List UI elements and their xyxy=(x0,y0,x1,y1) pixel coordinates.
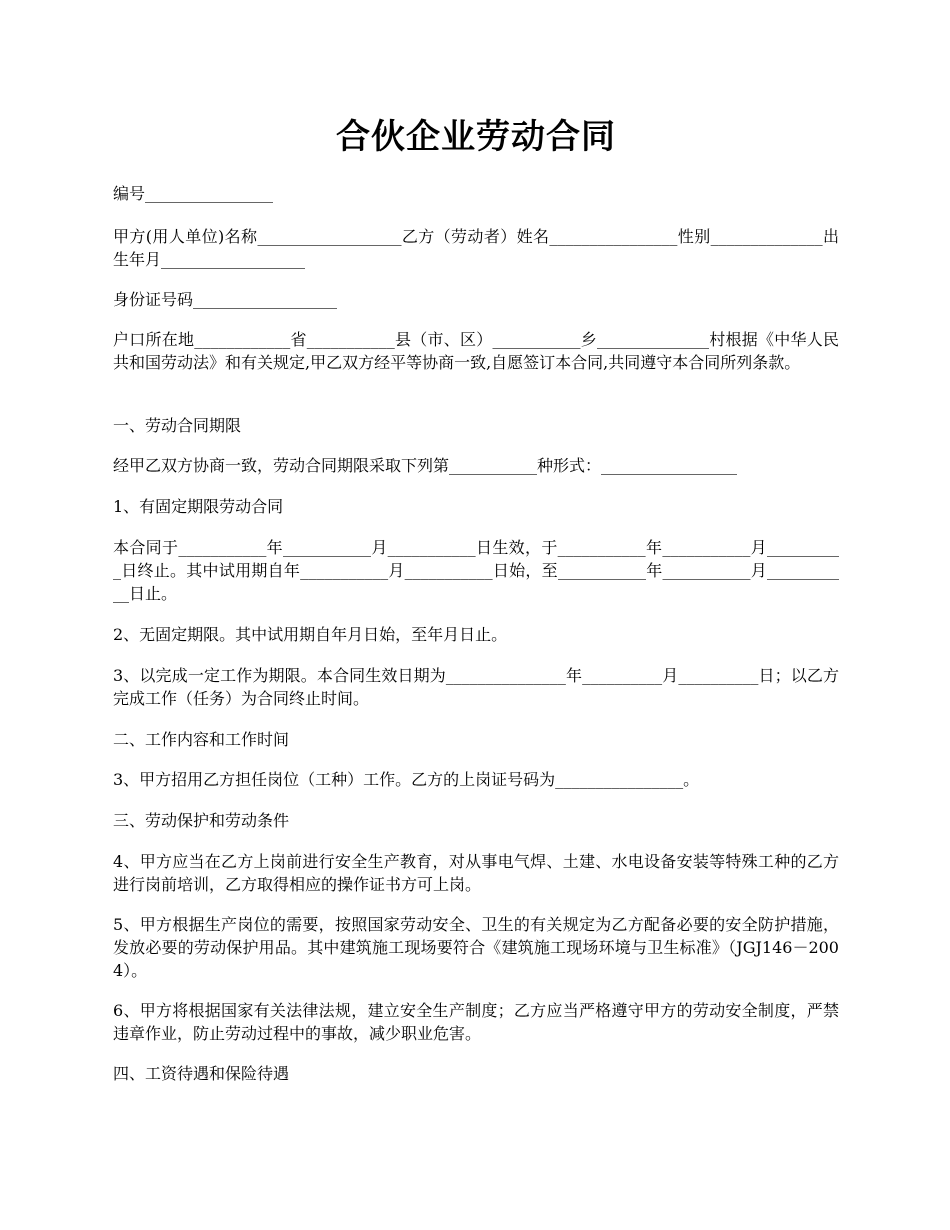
task-based-term: 3、以完成一定工作为期限。本合同生效日期为_______________年__________月__________日；以乙方完成工作（任务）为合同终止时间。 xyxy=(113,666,839,708)
safety-system-clause: 6、甲方将根据国家有关法律法规，建立安全生产制度；乙方应当严格遵守甲方的劳动安全制度，严禁违章作业，防止劳动过程中的事故，减少职业危害。 xyxy=(113,1001,839,1043)
document-page xyxy=(113,0,839,1083)
section-heading-protection: 三、劳动保护和劳动条件 xyxy=(113,811,290,830)
fixed-term-dates: 本合同于___________年___________月___________日生效，于___________年___________月__________日终止。其中试用期自年___________月___________日始，至___________年___________月___________日止。 xyxy=(113,538,839,603)
residence-and-preamble: 户口所在地____________省___________县（市、区）___________乡______________村根据《中华人民共和国劳动法》和有关规定,甲乙双方经平等协商一致,自愿签订本合同,共同遵守本合同所列条款。 xyxy=(113,330,839,372)
section-heading-term: 一、劳动合同期限 xyxy=(113,416,242,435)
fixed-term-heading: 1、有固定期限劳动合同 xyxy=(113,497,284,516)
id-number: 身份证号码__________________ xyxy=(113,290,338,309)
protective-equipment-clause: 5、甲方根据生产岗位的需要，按照国家劳动安全、卫生的有关规定为乙方配备必要的安全防护措施，发放必要的劳动保护用品。其中建筑施工现场要符合《建筑施工现场环境与卫生标准》（JGJ146－2004）。 xyxy=(113,915,839,980)
document-title: 合伙企业劳动合同 xyxy=(336,117,616,157)
job-position-clause: 3、甲方招用乙方担任岗位（工种）工作。乙方的上岗证号码为________________。 xyxy=(113,770,700,789)
section-heading-work: 二、工作内容和工作时间 xyxy=(113,730,290,749)
contract-number: 编号________________ xyxy=(113,184,274,203)
term-form-clause: 经甲乙双方协商一致，劳动合同期限采取下列第___________种形式：_________________ xyxy=(113,456,738,475)
party-info: 甲方(用人单位)名称__________________乙方（劳动者）姓名________________性别______________出生年月__________________ xyxy=(113,227,839,269)
open-ended-term: 2、无固定期限。其中试用期自年月日始，至年月日止。 xyxy=(113,625,508,644)
safety-training-clause: 4、甲方应当在乙方上岗前进行安全生产教育，对从事电气焊、土建、水电设备安装等特殊工种的乙方进行岗前培训，乙方取得相应的操作证书方可上岗。 xyxy=(113,852,839,894)
section-heading-wages: 四、工资待遇和保险待遇 xyxy=(113,1064,290,1083)
